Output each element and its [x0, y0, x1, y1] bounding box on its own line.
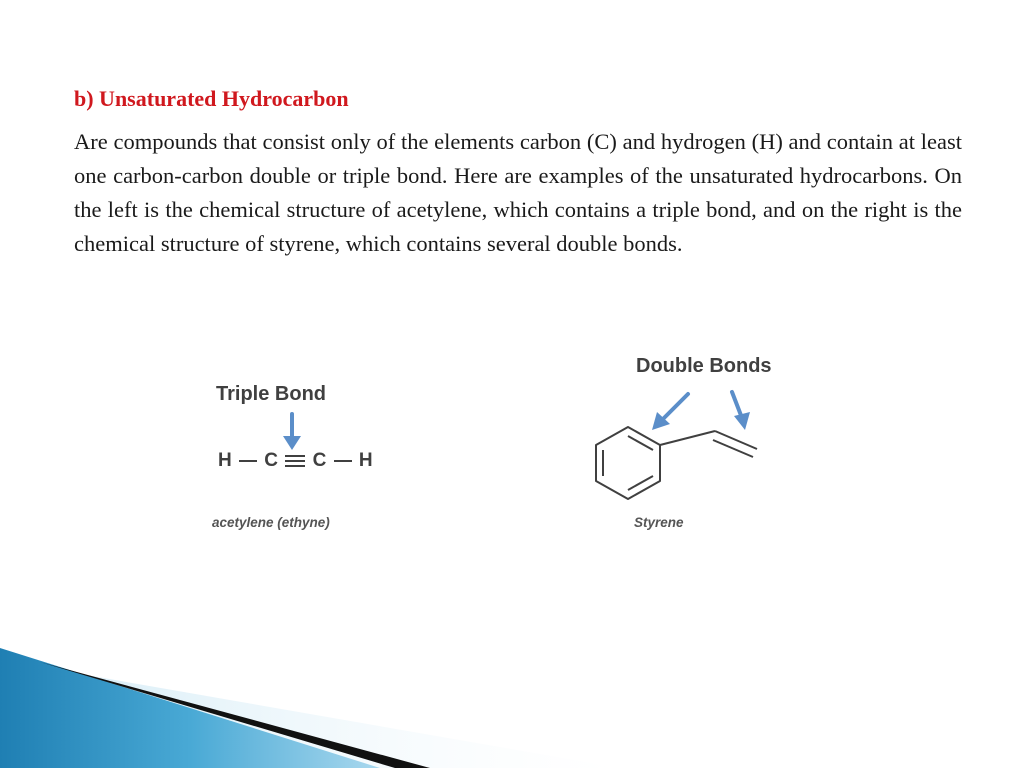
styrene-caption: Styrene — [634, 515, 684, 530]
atom-c-left: C — [264, 450, 279, 471]
benzene-ring — [596, 427, 660, 499]
acetylene-structure — [218, 449, 373, 473]
acetylene-caption: acetylene (ethyne) — [212, 515, 330, 530]
decorative-swoosh — [0, 640, 1024, 768]
vinyl-double-bond-a — [715, 431, 757, 449]
vinyl-single-bond — [660, 431, 715, 445]
atom-c-right: C — [312, 450, 327, 471]
atom-h-right: H — [358, 450, 373, 471]
vinyl-double-bond-b — [713, 440, 753, 457]
slide-heading: b) Unsaturated Hydrocarbon — [74, 86, 349, 111]
double-bonds-label: Double Bonds — [636, 355, 772, 377]
single-bond-right — [332, 449, 354, 473]
slide-paragraph: Are compounds that consist only of the elements carbon (C) and hydrogen (H) and contain at least one carbon-carbon double or triple bond. Here are examples of the unsaturated hydrocarbons. On the left is the chemical structure of acetylene, which contains a triple bond, and on the right is the chemical structure of styrene, which contains several double bonds. — [74, 129, 962, 256]
single-bond-left — [237, 449, 259, 473]
triple-bond-label: Triple Bond — [216, 383, 326, 405]
triple-bond — [283, 449, 307, 473]
styrene-structure — [575, 415, 765, 510]
atom-h-left: H — [218, 450, 232, 471]
swoosh-blue — [0, 648, 380, 768]
triple-bond-arrow-icon — [282, 412, 302, 452]
